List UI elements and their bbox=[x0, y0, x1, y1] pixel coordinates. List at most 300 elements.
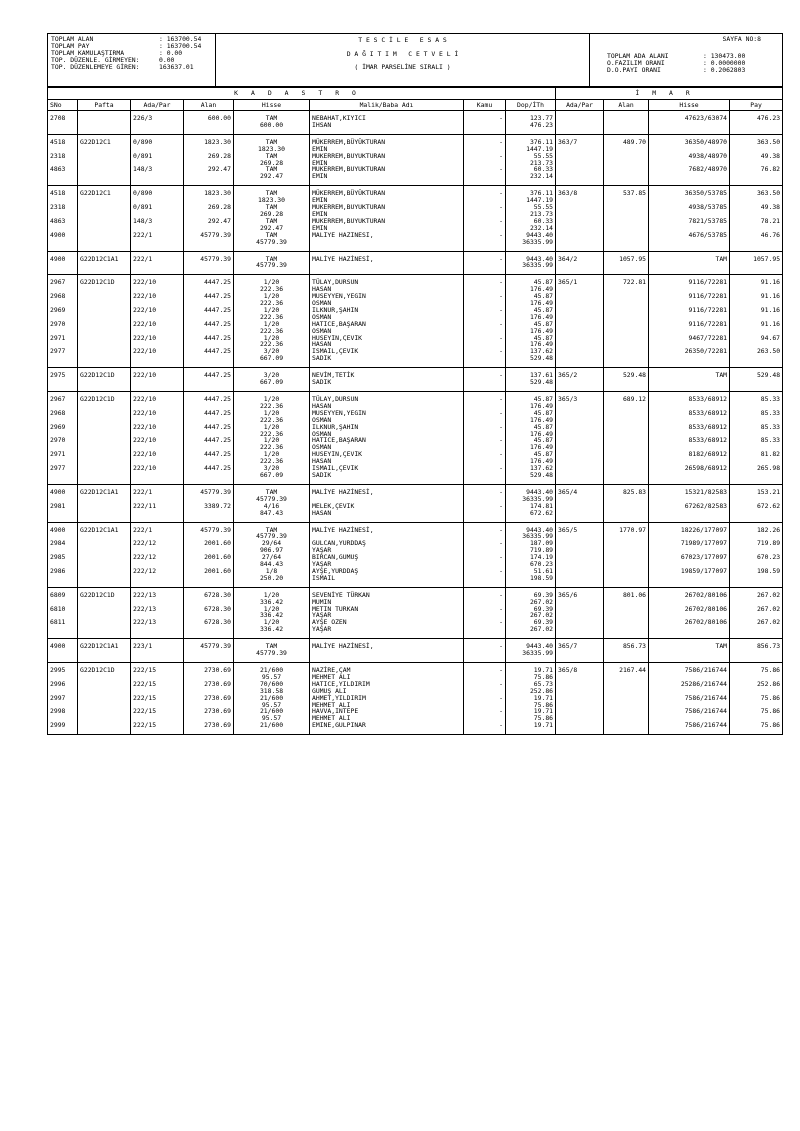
cell-kad-ada-par: 222/10 bbox=[131, 465, 184, 472]
cell-kad-hisse: 29/64 bbox=[234, 540, 310, 547]
table-row bbox=[48, 431, 783, 438]
cell-dop-ith: 176.49 bbox=[506, 328, 556, 335]
cell-kad-ada-par bbox=[131, 674, 184, 681]
cell-sno: 2999 bbox=[48, 722, 78, 729]
cell-imar-alan bbox=[604, 547, 649, 554]
cell-pafta bbox=[78, 533, 131, 540]
cell-pay bbox=[730, 431, 783, 438]
cell-imar-alan bbox=[604, 540, 649, 547]
cell-dop-ith: 45.87 bbox=[506, 437, 556, 444]
cell-malik: EMİN bbox=[310, 211, 464, 218]
cell-kad-hisse: 222.36 bbox=[234, 286, 310, 293]
cell-imar-ada-par bbox=[556, 568, 604, 575]
cell-imar-alan bbox=[604, 575, 649, 582]
cell-dop-ith: 174.19 bbox=[506, 554, 556, 561]
cell-pay bbox=[730, 472, 783, 479]
cell-kamu bbox=[464, 702, 506, 709]
cell-kad-alan bbox=[184, 688, 234, 695]
cell-imar-ada-par bbox=[556, 173, 604, 180]
cell-kad-ada-par bbox=[131, 379, 184, 386]
cell-kad-hisse: 21/600 bbox=[234, 695, 310, 702]
cell-imar-ada-par: 365/1 bbox=[556, 275, 604, 286]
cell-kamu bbox=[464, 341, 506, 348]
cell-dop-ith: 9443.40 bbox=[506, 522, 556, 533]
table-row bbox=[48, 681, 783, 688]
cell-imar-hisse: 36350/48970 bbox=[649, 134, 730, 145]
cell-pafta bbox=[78, 403, 131, 410]
cell-imar-hisse: 4676/53785 bbox=[649, 232, 730, 239]
cell-pafta bbox=[78, 568, 131, 575]
cell-kad-alan bbox=[184, 146, 234, 153]
cell-pay: 76.82 bbox=[730, 166, 783, 173]
cell-imar-hisse: 71989/177097 bbox=[649, 540, 730, 547]
title-line-2: D A Ğ I T I M C E T V E L İ bbox=[346, 50, 459, 58]
cell-pay bbox=[730, 211, 783, 218]
cell-imar-hisse bbox=[649, 533, 730, 540]
cell-kad-alan: 292.47 bbox=[184, 166, 234, 173]
cell-malik: NEVİM,TETİK bbox=[310, 368, 464, 379]
cell-kad-ada-par: 222/10 bbox=[131, 424, 184, 431]
table-row bbox=[48, 674, 783, 681]
cell-kad-ada-par: 222/1 bbox=[131, 251, 184, 262]
cell-kad-ada-par bbox=[131, 431, 184, 438]
page-number: SAYFA NO:8 bbox=[722, 35, 761, 43]
cell-imar-hisse bbox=[649, 328, 730, 335]
cell-sno: 2995 bbox=[48, 663, 78, 674]
table-row bbox=[48, 451, 783, 458]
cell-kad-ada-par bbox=[131, 702, 184, 709]
cell-kad-hisse: 1/20 bbox=[234, 307, 310, 314]
cell-dop-ith: 176.49 bbox=[506, 286, 556, 293]
cell-pafta: G22D12C1A1 bbox=[78, 522, 131, 533]
cell-pafta bbox=[78, 335, 131, 342]
total-left-label: TOPLAM ALAN bbox=[51, 35, 94, 43]
cell-kamu: - bbox=[464, 663, 506, 674]
cell-kad-hisse: TAM bbox=[234, 134, 310, 145]
spacer-cell bbox=[234, 729, 310, 735]
column-header-imar-ada-par: Ada/Par bbox=[556, 100, 604, 111]
cell-kad-alan bbox=[184, 239, 234, 246]
cell-pafta bbox=[78, 410, 131, 417]
cell-imar-ada-par bbox=[556, 722, 604, 729]
cell-malik: EMİNE,GÜLPINAR bbox=[310, 722, 464, 729]
cell-imar-hisse: 9116/72281 bbox=[649, 275, 730, 286]
cell-imar-ada-par: 365/5 bbox=[556, 522, 604, 533]
cell-imar-ada-par bbox=[556, 554, 604, 561]
cell-kad-alan bbox=[184, 472, 234, 479]
cell-pay bbox=[730, 533, 783, 540]
table-row bbox=[48, 575, 783, 582]
cell-kad-alan bbox=[184, 561, 234, 568]
cell-imar-hisse bbox=[649, 286, 730, 293]
cell-malik: MELEK,ÇEVİK bbox=[310, 503, 464, 510]
cell-kad-hisse: TAM bbox=[234, 484, 310, 495]
cell-imar-hisse bbox=[649, 417, 730, 424]
cell-imar-alan bbox=[604, 554, 649, 561]
total-left-label: TOPLAM KAMULAŞTIRMA bbox=[51, 49, 125, 57]
cell-pay bbox=[730, 286, 783, 293]
table-row bbox=[48, 251, 783, 262]
cell-kad-ada-par bbox=[131, 122, 184, 129]
cell-dop-ith: 672.62 bbox=[506, 510, 556, 517]
cell-kad-hisse: 222.36 bbox=[234, 328, 310, 335]
cell-imar-hisse bbox=[649, 444, 730, 451]
cell-kad-ada-par bbox=[131, 533, 184, 540]
cell-dop-ith: 198.59 bbox=[506, 575, 556, 582]
cell-kad-ada-par: 222/10 bbox=[131, 392, 184, 403]
total-left-value: 0.00 bbox=[159, 56, 175, 64]
title-line-3: ( İMAR PARSELİNE SIRALI ) bbox=[354, 63, 451, 71]
cell-dop-ith: 9443.40 bbox=[506, 639, 556, 650]
cell-imar-alan bbox=[604, 314, 649, 321]
cell-pay bbox=[730, 225, 783, 232]
cell-kamu: - bbox=[464, 568, 506, 575]
cell-sno bbox=[48, 715, 78, 722]
table-row bbox=[48, 293, 783, 300]
cell-imar-hisse bbox=[649, 225, 730, 232]
spacer-cell bbox=[184, 729, 234, 735]
cell-pay: 476.23 bbox=[730, 111, 783, 122]
cell-imar-alan: 1057.95 bbox=[604, 251, 649, 262]
cell-imar-ada-par: 365/3 bbox=[556, 392, 604, 403]
cell-imar-ada-par: 363/7 bbox=[556, 134, 604, 145]
cell-pafta bbox=[78, 218, 131, 225]
cell-kad-hisse: 3/20 bbox=[234, 465, 310, 472]
cell-kad-ada-par: 222/13 bbox=[131, 587, 184, 598]
cell-sno bbox=[48, 197, 78, 204]
cell-sno: 4863 bbox=[48, 166, 78, 173]
cell-pay bbox=[730, 688, 783, 695]
cell-sno bbox=[48, 160, 78, 167]
cell-malik: YAŞAR bbox=[310, 561, 464, 568]
cell-dop-ith: 376.11 bbox=[506, 134, 556, 145]
cell-pay bbox=[730, 674, 783, 681]
cell-imar-hisse bbox=[649, 472, 730, 479]
cell-imar-ada-par bbox=[556, 111, 604, 122]
cell-kad-hisse: 3/20 bbox=[234, 368, 310, 379]
cell-sno bbox=[48, 599, 78, 606]
cell-kamu: - bbox=[464, 503, 506, 510]
cell-kad-hisse: 222.36 bbox=[234, 417, 310, 424]
cell-imar-alan bbox=[604, 681, 649, 688]
table-row bbox=[48, 204, 783, 211]
cell-kamu bbox=[464, 173, 506, 180]
total-right-label: O.FAZILIM ORANI bbox=[607, 59, 665, 67]
cell-malik: MÜKERREM,BÜYÜKTURAN bbox=[310, 186, 464, 197]
cell-pafta bbox=[78, 681, 131, 688]
cell-pafta bbox=[78, 547, 131, 554]
cell-malik: NAZİRE,ÇAM bbox=[310, 663, 464, 674]
table-row bbox=[48, 300, 783, 307]
cell-pay bbox=[730, 173, 783, 180]
cell-dop-ith: 176.49 bbox=[506, 417, 556, 424]
cell-kamu bbox=[464, 146, 506, 153]
table-row bbox=[48, 218, 783, 225]
cell-dop-ith: 176.49 bbox=[506, 444, 556, 451]
cell-pay bbox=[730, 626, 783, 633]
cell-pafta bbox=[78, 695, 131, 702]
cell-kad-hisse: 45779.39 bbox=[234, 650, 310, 657]
cell-kad-ada-par: 148/3 bbox=[131, 218, 184, 225]
cell-imar-alan bbox=[604, 166, 649, 173]
cell-imar-alan bbox=[604, 715, 649, 722]
cell-kad-alan bbox=[184, 403, 234, 410]
cell-imar-ada-par bbox=[556, 300, 604, 307]
cell-malik: MEHMET ALİ bbox=[310, 702, 464, 709]
cell-pafta bbox=[78, 197, 131, 204]
cell-kad-hisse: 4/16 bbox=[234, 503, 310, 510]
cell-imar-ada-par bbox=[556, 417, 604, 424]
cell-pay: 78.21 bbox=[730, 218, 783, 225]
spacer-cell bbox=[310, 729, 464, 735]
cell-kad-hisse: 45779.39 bbox=[234, 262, 310, 269]
cell-kad-hisse: TAM bbox=[234, 639, 310, 650]
cell-kad-ada-par bbox=[131, 262, 184, 269]
cell-dop-ith: 174.81 bbox=[506, 503, 556, 510]
table-row bbox=[48, 639, 783, 650]
cell-imar-hisse bbox=[649, 341, 730, 348]
cell-kad-ada-par bbox=[131, 599, 184, 606]
cell-pay: 91.16 bbox=[730, 321, 783, 328]
cell-kad-ada-par bbox=[131, 211, 184, 218]
spacer-cell bbox=[556, 729, 604, 735]
spacer-cell bbox=[48, 729, 78, 735]
cell-pay: 529.48 bbox=[730, 368, 783, 379]
cell-imar-hisse bbox=[649, 211, 730, 218]
cell-imar-hisse: 7586/216744 bbox=[649, 663, 730, 674]
cell-sno: 6811 bbox=[48, 619, 78, 626]
cell-kamu: - bbox=[464, 484, 506, 495]
cell-pay: 81.82 bbox=[730, 451, 783, 458]
cell-kad-ada-par: 226/3 bbox=[131, 111, 184, 122]
column-header-dop-ith: Dop/İTh bbox=[506, 100, 556, 111]
cell-sno bbox=[48, 547, 78, 554]
cell-kamu bbox=[464, 403, 506, 410]
cell-pay bbox=[730, 262, 783, 269]
cell-kad-hisse: 1823.30 bbox=[234, 197, 310, 204]
cell-pay: 91.16 bbox=[730, 293, 783, 300]
cell-kad-alan bbox=[184, 197, 234, 204]
cell-pafta bbox=[78, 626, 131, 633]
cell-sno bbox=[48, 300, 78, 307]
total-right-label: D.O.PAYI ORANI bbox=[607, 66, 661, 74]
cell-kad-hisse: 318.58 bbox=[234, 688, 310, 695]
cell-dop-ith: 36335.99 bbox=[506, 496, 556, 503]
cell-imar-alan bbox=[604, 197, 649, 204]
cell-malik: MEHMET ALİ bbox=[310, 715, 464, 722]
cell-kad-hisse: 1/20 bbox=[234, 392, 310, 403]
cell-imar-hisse: 8533/68912 bbox=[649, 392, 730, 403]
cell-imar-ada-par bbox=[556, 307, 604, 314]
imar-section: İMAR bbox=[556, 88, 783, 100]
cell-imar-ada-par bbox=[556, 619, 604, 626]
cell-dop-ith: 75.86 bbox=[506, 702, 556, 709]
cell-malik: İSMAİL,ÇEVİK bbox=[310, 348, 464, 355]
cell-imar-ada-par bbox=[556, 153, 604, 160]
cell-pafta bbox=[78, 715, 131, 722]
cell-malik: MÜKERREM,BÜYÜKTURAN bbox=[310, 153, 464, 160]
cell-sno bbox=[48, 146, 78, 153]
cell-imar-ada-par bbox=[556, 225, 604, 232]
cell-imar-alan bbox=[604, 695, 649, 702]
cell-kamu bbox=[464, 225, 506, 232]
cell-kad-ada-par: 222/10 bbox=[131, 451, 184, 458]
cell-kad-ada-par bbox=[131, 472, 184, 479]
cell-imar-ada-par bbox=[556, 695, 604, 702]
cell-imar-hisse: 8533/68912 bbox=[649, 424, 730, 431]
table-row bbox=[48, 232, 783, 239]
cell-pafta bbox=[78, 424, 131, 431]
cell-kad-alan bbox=[184, 599, 234, 606]
table-row bbox=[48, 314, 783, 321]
cell-pafta: G22D12C1 bbox=[78, 186, 131, 197]
cell-kamu: - bbox=[464, 424, 506, 431]
cell-imar-ada-par bbox=[556, 410, 604, 417]
total-left-value: : 0.00 bbox=[159, 49, 183, 57]
cell-pafta: G22D12C1D bbox=[78, 392, 131, 403]
table-row bbox=[48, 503, 783, 510]
cell-kad-alan: 45779.39 bbox=[184, 639, 234, 650]
cell-kad-hisse: 21/600 bbox=[234, 663, 310, 674]
cell-malik: GÜMÜŞ ALİ bbox=[310, 688, 464, 695]
cell-pafta bbox=[78, 111, 131, 122]
cell-pay bbox=[730, 314, 783, 321]
cell-kad-hisse: 269.28 bbox=[234, 160, 310, 167]
total-right-value: : 130473.00 bbox=[703, 52, 746, 60]
cell-sno bbox=[48, 444, 78, 451]
cell-pay: 91.16 bbox=[730, 275, 783, 286]
cell-kad-alan: 4447.25 bbox=[184, 307, 234, 314]
cell-kad-ada-par bbox=[131, 328, 184, 335]
cell-pafta bbox=[78, 599, 131, 606]
cell-kad-alan bbox=[184, 533, 234, 540]
cell-kad-hisse: 336.42 bbox=[234, 599, 310, 606]
total-left-value: : 163700.54 bbox=[159, 35, 202, 43]
cell-kad-alan bbox=[184, 575, 234, 582]
cell-kad-hisse: 45779.39 bbox=[234, 239, 310, 246]
cell-dop-ith: 19.71 bbox=[506, 722, 556, 729]
cell-pafta bbox=[78, 702, 131, 709]
spacer-cell bbox=[649, 729, 730, 735]
cell-kad-alan bbox=[184, 173, 234, 180]
totals-left bbox=[48, 34, 216, 87]
cell-imar-hisse bbox=[649, 146, 730, 153]
cell-dop-ith: 267.02 bbox=[506, 612, 556, 619]
cell-kad-hisse: 1/20 bbox=[234, 587, 310, 598]
cell-pafta bbox=[78, 444, 131, 451]
cell-dop-ith: 176.49 bbox=[506, 341, 556, 348]
cell-imar-alan bbox=[604, 153, 649, 160]
cell-sno bbox=[48, 211, 78, 218]
cell-kad-ada-par: 222/10 bbox=[131, 293, 184, 300]
cell-kad-ada-par: 222/10 bbox=[131, 410, 184, 417]
cell-dop-ith: 213.73 bbox=[506, 160, 556, 167]
column-header-sno: SNo bbox=[48, 100, 78, 111]
cell-imar-alan bbox=[604, 307, 649, 314]
cell-kad-hisse: 1/20 bbox=[234, 606, 310, 613]
cell-pafta bbox=[78, 540, 131, 547]
cell-pay: 91.16 bbox=[730, 307, 783, 314]
cell-imar-hisse bbox=[649, 379, 730, 386]
cell-sno: 2985 bbox=[48, 554, 78, 561]
cell-imar-hisse bbox=[649, 197, 730, 204]
cell-pay: 94.67 bbox=[730, 335, 783, 342]
cell-sno bbox=[48, 702, 78, 709]
cell-imar-ada-par bbox=[556, 262, 604, 269]
cell-kamu: - bbox=[464, 204, 506, 211]
cell-imar-hisse bbox=[649, 575, 730, 582]
cell-kad-hisse: 1/20 bbox=[234, 321, 310, 328]
cell-kamu bbox=[464, 417, 506, 424]
cell-imar-hisse bbox=[649, 674, 730, 681]
cell-sno: 4900 bbox=[48, 484, 78, 495]
cell-imar-hisse: 7586/216744 bbox=[649, 695, 730, 702]
cell-kad-alan: 4447.25 bbox=[184, 437, 234, 444]
cell-kad-hisse: 3/20 bbox=[234, 348, 310, 355]
cell-dop-ith: 45.87 bbox=[506, 424, 556, 431]
cell-pay bbox=[730, 239, 783, 246]
cell-kad-ada-par: 222/10 bbox=[131, 275, 184, 286]
cell-imar-hisse bbox=[649, 702, 730, 709]
table-row bbox=[48, 547, 783, 554]
table-row bbox=[48, 328, 783, 335]
cell-sno: 2984 bbox=[48, 540, 78, 547]
cell-kamu bbox=[464, 626, 506, 633]
cell-kamu bbox=[464, 431, 506, 438]
document-title bbox=[216, 34, 590, 87]
cell-dop-ith: 1447.19 bbox=[506, 146, 556, 153]
table-body bbox=[48, 111, 783, 735]
cell-sno: 2971 bbox=[48, 451, 78, 458]
cell-malik: MÜSEYYEN,YEĞİN bbox=[310, 293, 464, 300]
cell-imar-alan bbox=[604, 204, 649, 211]
cell-imar-alan: 537.85 bbox=[604, 186, 649, 197]
cell-imar-hisse: 9116/72281 bbox=[649, 293, 730, 300]
cell-dop-ith: 69.39 bbox=[506, 606, 556, 613]
cell-imar-alan bbox=[604, 211, 649, 218]
cell-kad-alan: 2001.60 bbox=[184, 568, 234, 575]
cell-imar-ada-par bbox=[556, 379, 604, 386]
cell-kad-alan: 4447.25 bbox=[184, 335, 234, 342]
table-row bbox=[48, 211, 783, 218]
cell-kad-alan bbox=[184, 547, 234, 554]
cell-kamu: - bbox=[464, 134, 506, 145]
cell-imar-alan bbox=[604, 293, 649, 300]
cell-kamu: - bbox=[464, 437, 506, 444]
cell-kad-alan bbox=[184, 496, 234, 503]
table-row bbox=[48, 663, 783, 674]
cell-imar-alan bbox=[604, 218, 649, 225]
cell-pafta bbox=[78, 321, 131, 328]
total-left-value: 163637.01 bbox=[159, 63, 194, 71]
column-header-kad-hisse: Hisse bbox=[234, 100, 310, 111]
cell-imar-ada-par bbox=[556, 606, 604, 613]
cell-sno bbox=[48, 122, 78, 129]
cell-malik: MÜSEYYEN,YEĞİN bbox=[310, 410, 464, 417]
cell-pay bbox=[730, 650, 783, 657]
cell-imar-ada-par bbox=[556, 688, 604, 695]
cell-kad-ada-par: 222/10 bbox=[131, 335, 184, 342]
cell-kad-hisse: 847.43 bbox=[234, 510, 310, 517]
cell-pay: 719.89 bbox=[730, 540, 783, 547]
cell-imar-alan bbox=[604, 431, 649, 438]
cell-pafta bbox=[78, 307, 131, 314]
cell-pay bbox=[730, 458, 783, 465]
cell-malik: YAŞAR bbox=[310, 547, 464, 554]
cell-imar-ada-par bbox=[556, 547, 604, 554]
cell-kad-hisse: 667.09 bbox=[234, 355, 310, 362]
cell-imar-hisse bbox=[649, 612, 730, 619]
